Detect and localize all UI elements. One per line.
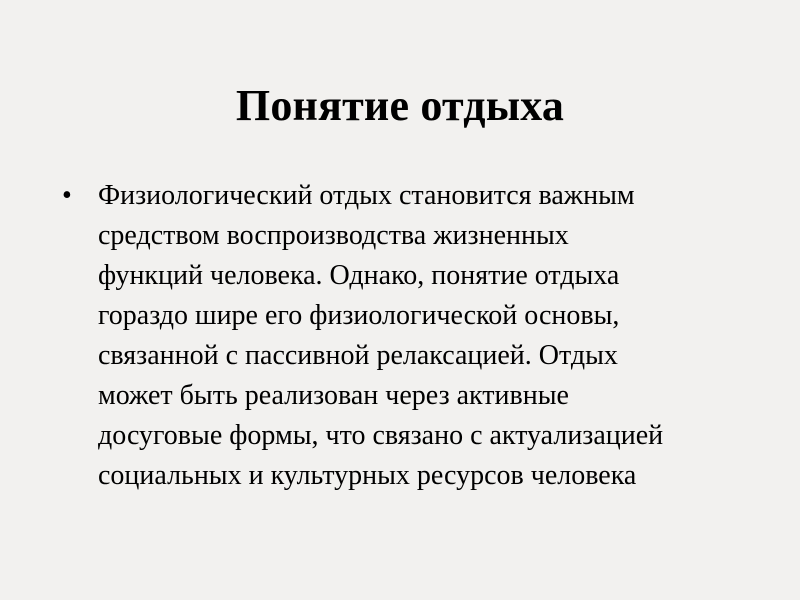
bullet-line: социальных и культурных ресурсов человека (98, 460, 637, 491)
bullet-item (56, 176, 756, 496)
bullet-line: средством воспроизводства жизненных (98, 220, 569, 251)
bullet-line: связанной с пассивной релаксацией. Отдых (98, 340, 618, 371)
bullet-line: гораздо шире его физиологической основы, (98, 300, 620, 331)
bullet-dot-icon: • (62, 180, 72, 211)
bullet-list (56, 176, 756, 496)
slide-title: Понятие отдыха (235, 81, 565, 130)
bullet-line: Физиологический отдых становится важным (98, 180, 635, 211)
bullet-line: функций человека. Однако, понятие отдыха (98, 260, 620, 291)
bullet-line: досуговые формы, что связано с актуализацией (98, 420, 664, 451)
bullet-line: может быть реализован через активные (98, 380, 569, 411)
